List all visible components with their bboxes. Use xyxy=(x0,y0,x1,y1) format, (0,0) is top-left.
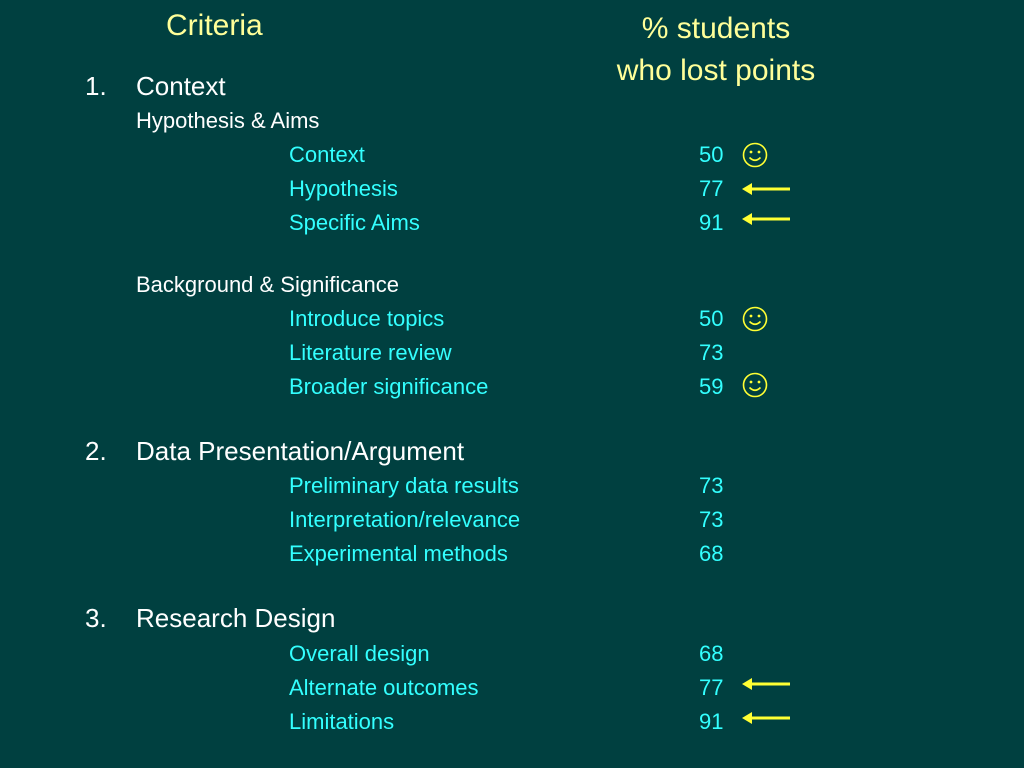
item-interpretation-label: Interpretation/relevance xyxy=(289,507,521,532)
arrow-left-icon xyxy=(742,183,790,195)
item-literature-review-value: 73 xyxy=(699,340,724,365)
item-experimental-methods-label: Experimental methods xyxy=(289,541,508,566)
smiley-icon xyxy=(741,371,769,399)
item-overall-design-label: Overall design xyxy=(289,641,430,666)
item-broader-significance-value: 59 xyxy=(699,374,724,399)
item-broader-significance-label: Broader significance xyxy=(289,374,489,399)
item-specific-aims-value: 91 xyxy=(699,210,724,235)
students-header-line1: % students xyxy=(641,12,791,45)
smiley-icon xyxy=(741,305,769,333)
item-experimental-methods-value: 68 xyxy=(699,541,724,566)
arrow-left-icon xyxy=(742,678,790,690)
item-hypothesis-value: 77 xyxy=(699,176,724,201)
criteria-header: Criteria xyxy=(166,9,263,42)
item-context-value: 50 xyxy=(699,142,724,167)
item-alternate-outcomes-label: Alternate outcomes xyxy=(289,675,479,700)
section-2-title: Data Presentation/Argument xyxy=(136,436,465,466)
section-1-number: 1. xyxy=(85,71,107,101)
students-lost-points-header xyxy=(560,8,872,92)
section-1-title: Context xyxy=(136,71,226,101)
item-overall-design-value: 68 xyxy=(699,641,724,666)
section-3-title: Research Design xyxy=(136,603,336,633)
item-hypothesis-label: Hypothesis xyxy=(289,176,398,201)
item-interpretation-value: 73 xyxy=(699,507,724,532)
subsection-background-significance-title: Background & Significance xyxy=(136,272,399,297)
item-introduce-topics-value: 50 xyxy=(699,306,724,331)
subsection-hypothesis-aims-title: Hypothesis & Aims xyxy=(136,108,320,133)
item-limitations-value: 91 xyxy=(699,709,724,734)
item-literature-review-label: Literature review xyxy=(289,340,452,365)
item-introduce-topics-label: Introduce topics xyxy=(289,306,445,331)
item-preliminary-data-label: Preliminary data results xyxy=(289,473,519,498)
item-limitations-label: Limitations xyxy=(289,709,395,734)
item-preliminary-data-value: 73 xyxy=(699,473,724,498)
item-specific-aims-label: Specific Aims xyxy=(289,210,420,235)
section-2-number: 2. xyxy=(85,436,107,466)
smiley-icon xyxy=(741,141,769,169)
section-3-number: 3. xyxy=(85,603,107,633)
item-alternate-outcomes-value: 77 xyxy=(699,675,724,700)
arrow-left-icon xyxy=(742,213,790,225)
arrow-left-icon xyxy=(742,712,790,724)
item-context-label: Context xyxy=(289,142,365,167)
students-header-line2: who lost points xyxy=(616,54,816,87)
